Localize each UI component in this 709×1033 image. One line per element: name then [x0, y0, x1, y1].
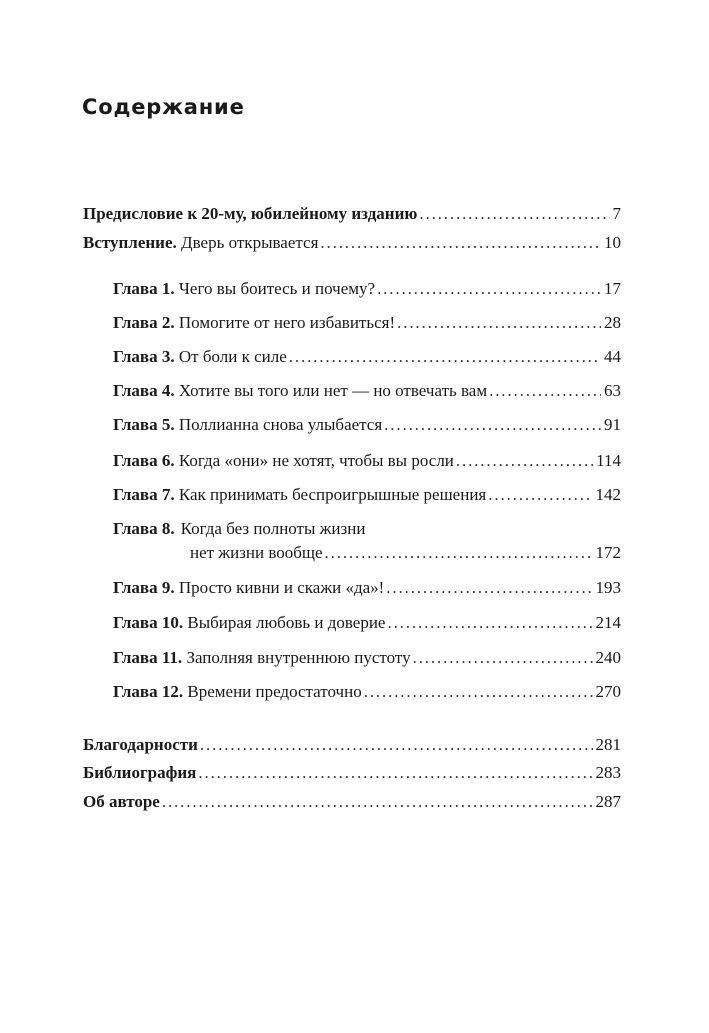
chapter-title: Поллианна снова улыбается [178, 415, 383, 434]
toc-entry-introduction[interactable] [83, 233, 621, 253]
dot-leader [364, 682, 593, 702]
dot-leader [456, 451, 593, 471]
toc-entry-chapter-3[interactable] [113, 347, 621, 367]
page-number: 10 [604, 233, 621, 252]
toc-entry-chapter-2[interactable] [113, 313, 621, 333]
dot-leader [377, 279, 601, 299]
page-number: 193 [595, 578, 621, 597]
chapter-title-line1: Когда без полноты жизни [180, 519, 366, 538]
dot-leader [386, 578, 592, 598]
toc-entry-chapter-8-line1[interactable] [113, 519, 365, 539]
dot-leader [413, 648, 593, 668]
chapter-label: Глава 3. [113, 347, 175, 366]
entry-title: Дверь открывается [176, 233, 319, 252]
chapter-title: Выбирая любовь и доверие [187, 613, 386, 632]
page-number: 172 [595, 543, 621, 562]
chapter-label: Глава 12. [113, 682, 184, 701]
page-number: 91 [604, 415, 621, 434]
chapter-title: нет жизни вообще [190, 543, 323, 562]
chapter-label: Глава 10. [113, 613, 184, 632]
chapter-label: Глава 1. [113, 279, 175, 298]
dot-leader [488, 485, 592, 505]
page-number: 287 [595, 792, 621, 811]
page-number: 44 [604, 347, 621, 366]
chapter-title: Как принимать беспроигрышные решения [178, 485, 487, 504]
page-number: 270 [595, 682, 621, 701]
toc-entry-about-author[interactable] [83, 792, 621, 812]
toc-entry-chapter-10[interactable] [113, 613, 621, 633]
toc-entry-chapter-9[interactable] [113, 578, 621, 598]
chapter-title: Времени предостаточно [187, 682, 362, 701]
chapter-label: Глава 7. [113, 485, 175, 504]
dot-leader [387, 613, 592, 633]
chapter-label: Глава 8. [113, 519, 175, 538]
chapter-title: От боли к силе [178, 347, 287, 366]
toc-entry-chapter-5[interactable] [113, 415, 621, 435]
chapter-title: Чего вы боитесь и почему? [178, 279, 376, 298]
chapter-label: Глава 6. [113, 451, 175, 470]
toc-entry-chapter-11[interactable] [113, 648, 621, 668]
entry-title: Об авторе [83, 792, 160, 811]
dot-leader [162, 792, 593, 812]
page-number: 214 [595, 613, 621, 632]
chapter-title: Когда «они» не хотят, чтобы вы росли [178, 451, 454, 470]
dot-leader [419, 204, 609, 224]
entry-title: Благодарности [83, 735, 198, 754]
chapter-title: Просто кивни и скажи «да»! [178, 578, 385, 597]
toc-entry-acknowledgements[interactable] [83, 735, 621, 755]
dot-leader [397, 313, 601, 333]
toc-entry-chapter-7[interactable] [113, 485, 621, 505]
chapter-label: Глава 5. [113, 415, 175, 434]
page-number: 142 [595, 485, 621, 504]
dot-leader [325, 543, 593, 563]
page-number: 283 [595, 763, 621, 782]
toc-entry-preface[interactable] [83, 204, 621, 224]
chapter-title: Хотите вы того или нет — но отвечать вам [178, 381, 488, 400]
toc-entry-bibliography[interactable] [83, 763, 621, 783]
entry-label: Вступление. [83, 233, 177, 252]
dot-leader [489, 381, 601, 401]
toc-entry-chapter-4[interactable] [113, 381, 621, 401]
toc-entry-chapter-6[interactable] [113, 451, 621, 471]
dot-leader [384, 415, 601, 435]
toc-entry-chapter-8[interactable] [190, 543, 621, 563]
dot-leader [320, 233, 601, 253]
page-number: 114 [596, 451, 621, 470]
page-number: 17 [604, 279, 621, 298]
page-number: 240 [595, 648, 621, 667]
toc-entry-chapter-12[interactable] [113, 682, 621, 702]
toc-entry-chapter-1[interactable] [113, 279, 621, 299]
entry-title: Библиография [83, 763, 197, 782]
dot-leader [289, 347, 601, 367]
dot-leader [200, 735, 593, 755]
entry-title: Предисловие к 20-му, юбилейному изданию [83, 204, 418, 223]
chapter-title: Заполняя внутреннюю пустоту [186, 648, 411, 667]
page-number: 7 [612, 204, 621, 223]
chapter-label: Глава 9. [113, 578, 175, 597]
page-number: 28 [604, 313, 621, 332]
page-title: Содержание [82, 95, 245, 119]
page-number: 281 [595, 735, 621, 754]
dot-leader [198, 763, 592, 783]
chapter-label: Глава 11. [113, 648, 183, 667]
page-number: 63 [604, 381, 621, 400]
chapter-title: Помогите от него избавиться! [178, 313, 396, 332]
chapter-label: Глава 4. [113, 381, 175, 400]
chapter-label: Глава 2. [113, 313, 175, 332]
